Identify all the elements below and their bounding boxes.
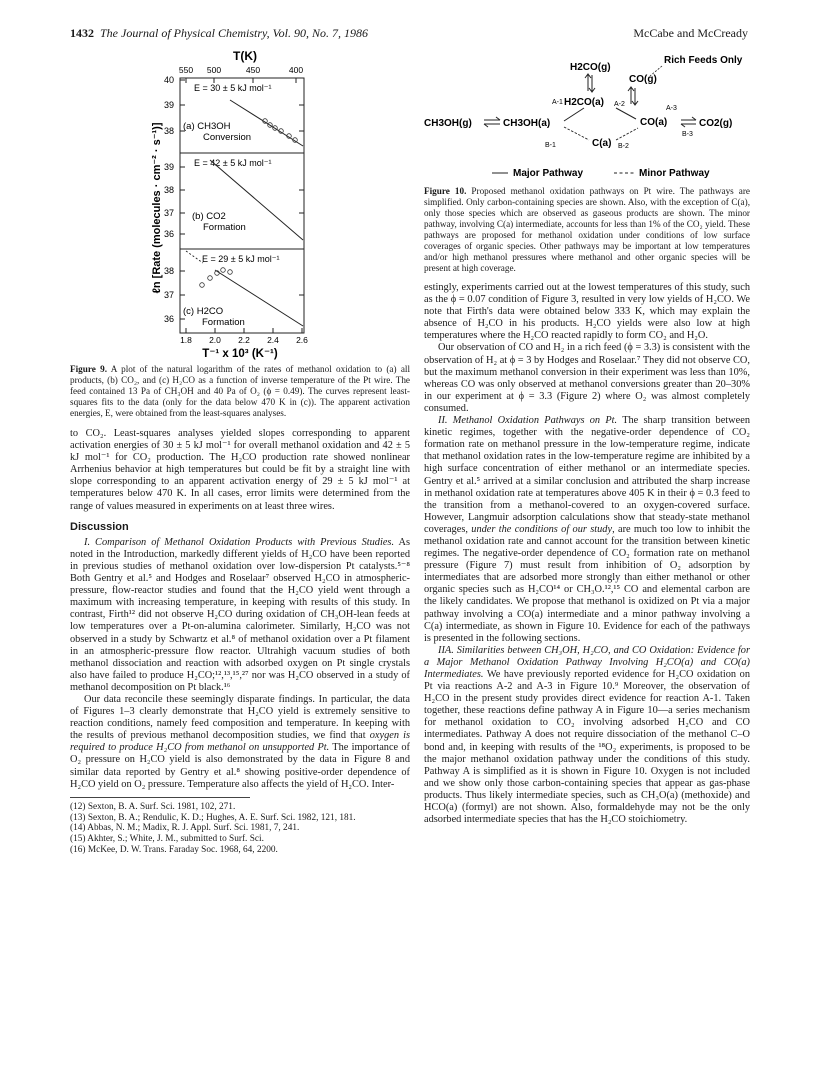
species-ch3oh-gas: CH3OH(g) [424,118,472,129]
figure-10 [424,48,754,180]
discussion-heading: Discussion [70,520,129,533]
species-c-adsorbed: C(a) [592,138,612,149]
right-column [424,282,750,826]
right-paragraph-2: Our observation of CO and H₂ in a rich feed (ϕ = 3.3) is consistent with the observation of H₂ at ϕ = 3 by Hodges and Roselaar.⁷ They did not observe CO, but the maximum methanol conversion in their experiment was less than 10%, whereas CO was only observed at methanol conversions greater than 20–30% in our experiment at ϕ = 3.3 (Figure 2) where O₂ was almost completely consumed. [424,342,750,414]
top-axis-title: T(K) [233,49,257,63]
ytick-c-37: 37 [163,290,174,300]
figure-9 [70,48,410,360]
left-paragraph-3-emphasis: oxygen is required to produce H₂CO from methanol on unsupported Pt. [70,730,410,754]
species-h2co-gas: H2CO(g) [570,62,611,73]
label-a2: A-2 [614,101,625,108]
y-axis-label: ℓn [Rate (molecules · cm⁻² · s⁻¹)] [151,122,163,294]
co-oxidation-arrows [681,117,696,127]
reference-15: (15) Akhter, S.; White, J. M., submitted to Surf. Sci. [70,834,264,845]
species-co-adsorbed: CO(a) [640,117,668,128]
rich-feeds-label: Rich Feeds Only [664,55,743,66]
panel-b-label2: Formation [203,222,246,233]
arrow-b2 [616,128,638,140]
label-a1: A-1 [552,99,563,106]
right-paragraph-1: estingly, experiments carried out at the lowest temperatures of this study, such as the ϕ = 0.07 condition of Figure 3, resulted in very low yields of H₂CO. We note that Firth's data were obtained below 333 K, which may explain the absence of H₂CO in his products. H₂CO yields were also low at high temperatures where the H₂CO reacted rapidly to form CO₂ and H₂O. [424,282,750,342]
label-b2: B-2 [618,143,629,150]
ytick-b-38: 38 [163,185,174,195]
right-paragraph-4-text: We have previously reported evidence for H₂CO oxidation on Pt via reactions A-2 and A-3 in Figure 10.⁹ Moreover, the observation of H₂CO in the present study provides direct evidence for reaction A-1. Taken together, these reactions define pathway A in Figure 10—a series mechanism for methanol oxidation to CO₂ involving adsorbed H₂CO and CO intermediates. Pathway A does not require dissociation of the methanol C–O bond and, in keeping with results of the ¹⁸O₂ experiments, is proposed to be the major methanol oxidation pathway under the conditions of this study. Pathway A is simplified as it is shown in Figure 10. Oxygen is not included and we show only those carbon-containing species that appear as gas-phase products. Thus likely intermediate species, such as CH₃O(a) (methoxide) and HCO(a) (formyl) are not shown. Also, formaldehyde may not be the only adsorbed intermediate species that has the H₂CO stoichiometry. [424,669,750,826]
arrow-a2 [616,108,636,119]
ytick-c-36: 36 [163,314,174,324]
panel-a-energy: E = 30 ± 5 kJ mol⁻¹ [194,83,272,93]
ytick-b-39: 39 [163,162,174,172]
right-paragraph-3-emphasis: under the conditions of our study [471,523,613,535]
right-paragraph-3b: , are much too low to inhibit the methanol oxidation rate and cannot account for the transition between kinetic regimes. The negative-order dependence of CO₂ formation rate on methanol pressure (Figure 7) must result from inhibition of O₂ adsorption by intermediates that are adsorbed more strongly than either methanol or other organic species such as H₂CO¹⁴ or CH₃O.¹²,¹⁵ CO and elemental carbon are the likely candidates. We propose that methanol is oxidized on Pt via a major pathway involving a CO(a) intermediate and a minor pathway involving a C(a) intermediate, as shown in Figure 10. Evidence for each of the pathways is presented in the following sections. [424,523,751,644]
left-paragraph-3 [70,694,410,791]
arrow-b1 [564,127,589,140]
page-header [70,26,748,44]
figure-10-caption-label: Figure 10. [424,186,467,196]
figure-9-caption [70,364,410,419]
figure-10-caption [424,186,750,274]
header-left [70,26,368,41]
species-co-gas: CO(g) [629,74,657,85]
legend-major-label: Major Pathway [513,168,584,179]
ytick-b-37: 37 [163,208,174,218]
species-co2-gas: CO2(g) [699,118,733,129]
top-tick-400: 400 [288,65,304,75]
right-paragraph-4 [424,645,750,826]
ch3oh-adsorption-arrows [484,117,500,127]
references [70,802,410,856]
species-h2co-adsorbed: H2CO(a) [564,97,605,108]
section-II-title: II. Methanol Oxidation Pathways on Pt. [438,415,618,427]
y-ticks [180,80,304,319]
left-paragraph-2 [70,537,410,694]
top-tick-550: 550 [178,65,194,75]
panel-c-label: (c) H2CO [183,306,224,317]
x-ticks [186,328,302,333]
left-paragraph-2-text: As noted in the Introduction, markedly different yields of H₂CO have been reported in previous studies of methanol oxidation over low-dispersion Pt catalysts.⁵⁻⁸ Both Gentry et al.⁵ and Hodges and Roselaar⁷ observed H₂CO in atmospheric-pressure, flow-reactor studies and found that the H₂CO yield went through a maximum with increasing temperature, in keeping with results of this study. In contrast, Firth¹² did not observe H₂CO during oxidation of CH₃OH-lean feeds at low temperatures over a Pt-on-alumina calorimeter. Similarly, H₂CO was not observed in a study by Schwartz et al.⁸ of methanol oxidation over a Pt filament in an atmospheric-pressure flow reactor. Ultrahigh vacuum studies of both methanol dissociation and reaction with adsorbed oxygen on Pt single crystals also have failed to produce H₂CO;¹²,¹³,¹⁵,²⁷ nor was H₂CO observed in a study of methanol decomposition on Pt black.¹⁶ [70,536,410,693]
ytick-a-40: 40 [163,75,174,85]
h2co-adsorption-arrows [585,74,595,92]
ytick-a-39: 39 [163,100,174,110]
panel-b-label: (b) CO2 [192,211,226,222]
header-authors: McCabe and McCready [633,26,748,40]
xtick-2.0: 2.0 [209,335,221,345]
figure-10-caption-text: Proposed methanol oxidation pathways on Pt wire. The pathways are simplified. Only carbon-containing species are shown. Also, with the exception of C(a), only those species which are observed as gaseous products are shown. The minor pathway, involving C(a) intermediate, accounts for less than 1% of the CO₂ yield. These pathways are proposed for methanol oxidation under conditions of low surface coverages of organic species. Other pathways may be important at low temperatures and/or high methanol pressures where methanol and other organic species will be present at high coverage. [424,186,751,273]
left-paragraph-1: to CO₂. Least-squares analyses yielded slopes corresponding to apparent activation energies of 30 ± 5 kJ mol⁻¹ for overall methanol oxidation and 42 ± 5 kJ mol⁻¹ for CO₂ production. The H₂CO production rate showed nonlinear Arrhenius behavior at high temperatures but could be fit by a straight line with slope corresponding to an apparent activation energy of 29 ± 5 kJ mol⁻¹ at temperatures below 470 K. In all cases, error limits were determined from the range of values measured in experiments on at least three wires. [70,428,410,512]
right-paragraph-3 [424,415,750,645]
panel-c-label2: Formation [202,317,245,328]
top-tick-500: 500 [206,65,222,75]
figure-9-caption-label: Figure 9. [70,364,107,374]
top-tick-450: 450 [245,65,261,75]
reference-14: (14) Abbas, N. M.; Madix, R. J. Appl. Surf. Sci. 1981, 7, 241. [70,823,300,834]
label-a3: A-3 [666,105,677,112]
panel-a-label: (a) CH3OH [183,121,231,132]
figure-9-plot [70,48,410,360]
references-rule [70,797,250,798]
left-paragraph-3b: The importance of O₂ pressure on H₂CO yield is also demonstrated by the data in Figure 8 and similar data reported by Gentry et al.⁸ showing positive-order dependence of H₂CO yield on O₂ pressure. Temperature also affects the yield of H₂CO. Inter- [70,742,411,790]
xtick-2.4: 2.4 [267,335,279,345]
species-ch3oh-adsorbed: CH3OH(a) [503,118,551,129]
legend-minor-label: Minor Pathway [639,168,710,179]
label-b1: B-1 [545,142,556,149]
reference-13: (13) Sexton, B. A.; Rendulic, K. D.; Hughes, A. E. Surf. Sci. 1982, 121, 181. [70,812,356,823]
xtick-1.8: 1.8 [180,335,192,345]
journal-citation: The Journal of Physical Chemistry, Vol. 90, No. 7, 1986 [100,26,368,40]
page-number: 1432 [70,26,94,40]
xtick-2.2: 2.2 [238,335,250,345]
section-I-title: I. Comparison of Methanol Oxidation Products with Previous Studies. [84,536,395,548]
panel-c-fit-dashed [186,251,203,263]
label-b3: B-3 [682,131,693,138]
x-axis-label: T⁻¹ x 10³ (K⁻¹) [202,348,278,360]
panel-c-energy: E = 29 ± 5 kJ mol⁻¹ [202,254,280,264]
figure-10-scheme [424,48,754,180]
reference-16: (16) McKee, D. W. Trans. Faraday Soc. 1968, 64, 2200. [70,844,278,855]
panel-b-energy: E = 42 ± 5 kJ mol⁻¹ [194,158,272,168]
co-adsorption-arrows [628,87,638,105]
left-column [70,428,410,856]
figure-9-caption-text: A plot of the natural logarithm of the rates of methanol oxidation to (a) all products, (b) CO₂, and (c) H₂CO as a function of inverse temperature of the Pt wire. The feed contained 13 Pa of CH₃OH and 40 Pa of O₂ (ϕ = 0.49). The curves represent least-squares fits to the data (only for the data below 470 K in (c)). The apparent activation energies, E, were obtained from the least-squares analyses. [70,364,411,418]
left-paragraph-3a: Our data reconcile these seemingly disparate findings. In particular, the data of Figures 1–3 clearly demonstrate that H₂CO yield is extremely sensitive to reaction conditions, namely feed composition and temperature. In keeping with the results of previous methanol decomposition studies, we find that [70,693,410,742]
ytick-a-38: 38 [163,126,174,136]
panel-a-label2: Conversion [203,132,252,143]
right-paragraph-3a: The sharp transition between kinetic regimes, together with the negative-order dependence of CO₂ formation rate on methanol pressure in the low-temperature regime, indicate that methanol oxidation rates in the low-temperature regime are inhibited by a high surface concentration of either methanol or an intermediate species. Gentry et al.⁵ arrived at a similar conclusion and attributed the sharp increase in methanol oxidation rate at temperatures above 405 K in their ϕ = 0.3 feed to the transition from a methanol-covered to an oxygen-covered surface. However, Langmuir adsorption calculations show that steady-state methanol coverages, [424,415,750,535]
ytick-b-36: 36 [163,229,174,239]
section-IIA-title: IIA. Similarities between CH₃OH, H₂CO, and CO Oxidation: Evidence for a Major Methanol Oxidation Pathway Involving H₂CO(a) and CO(a) Intermediates. [424,644,750,680]
arrow-a1 [564,108,584,121]
ytick-c-38: 38 [163,266,174,276]
xtick-2.6: 2.6 [296,335,308,345]
reference-12: (12) Sexton, B. A. Surf. Sci. 1981, 102, 271. [70,801,236,812]
